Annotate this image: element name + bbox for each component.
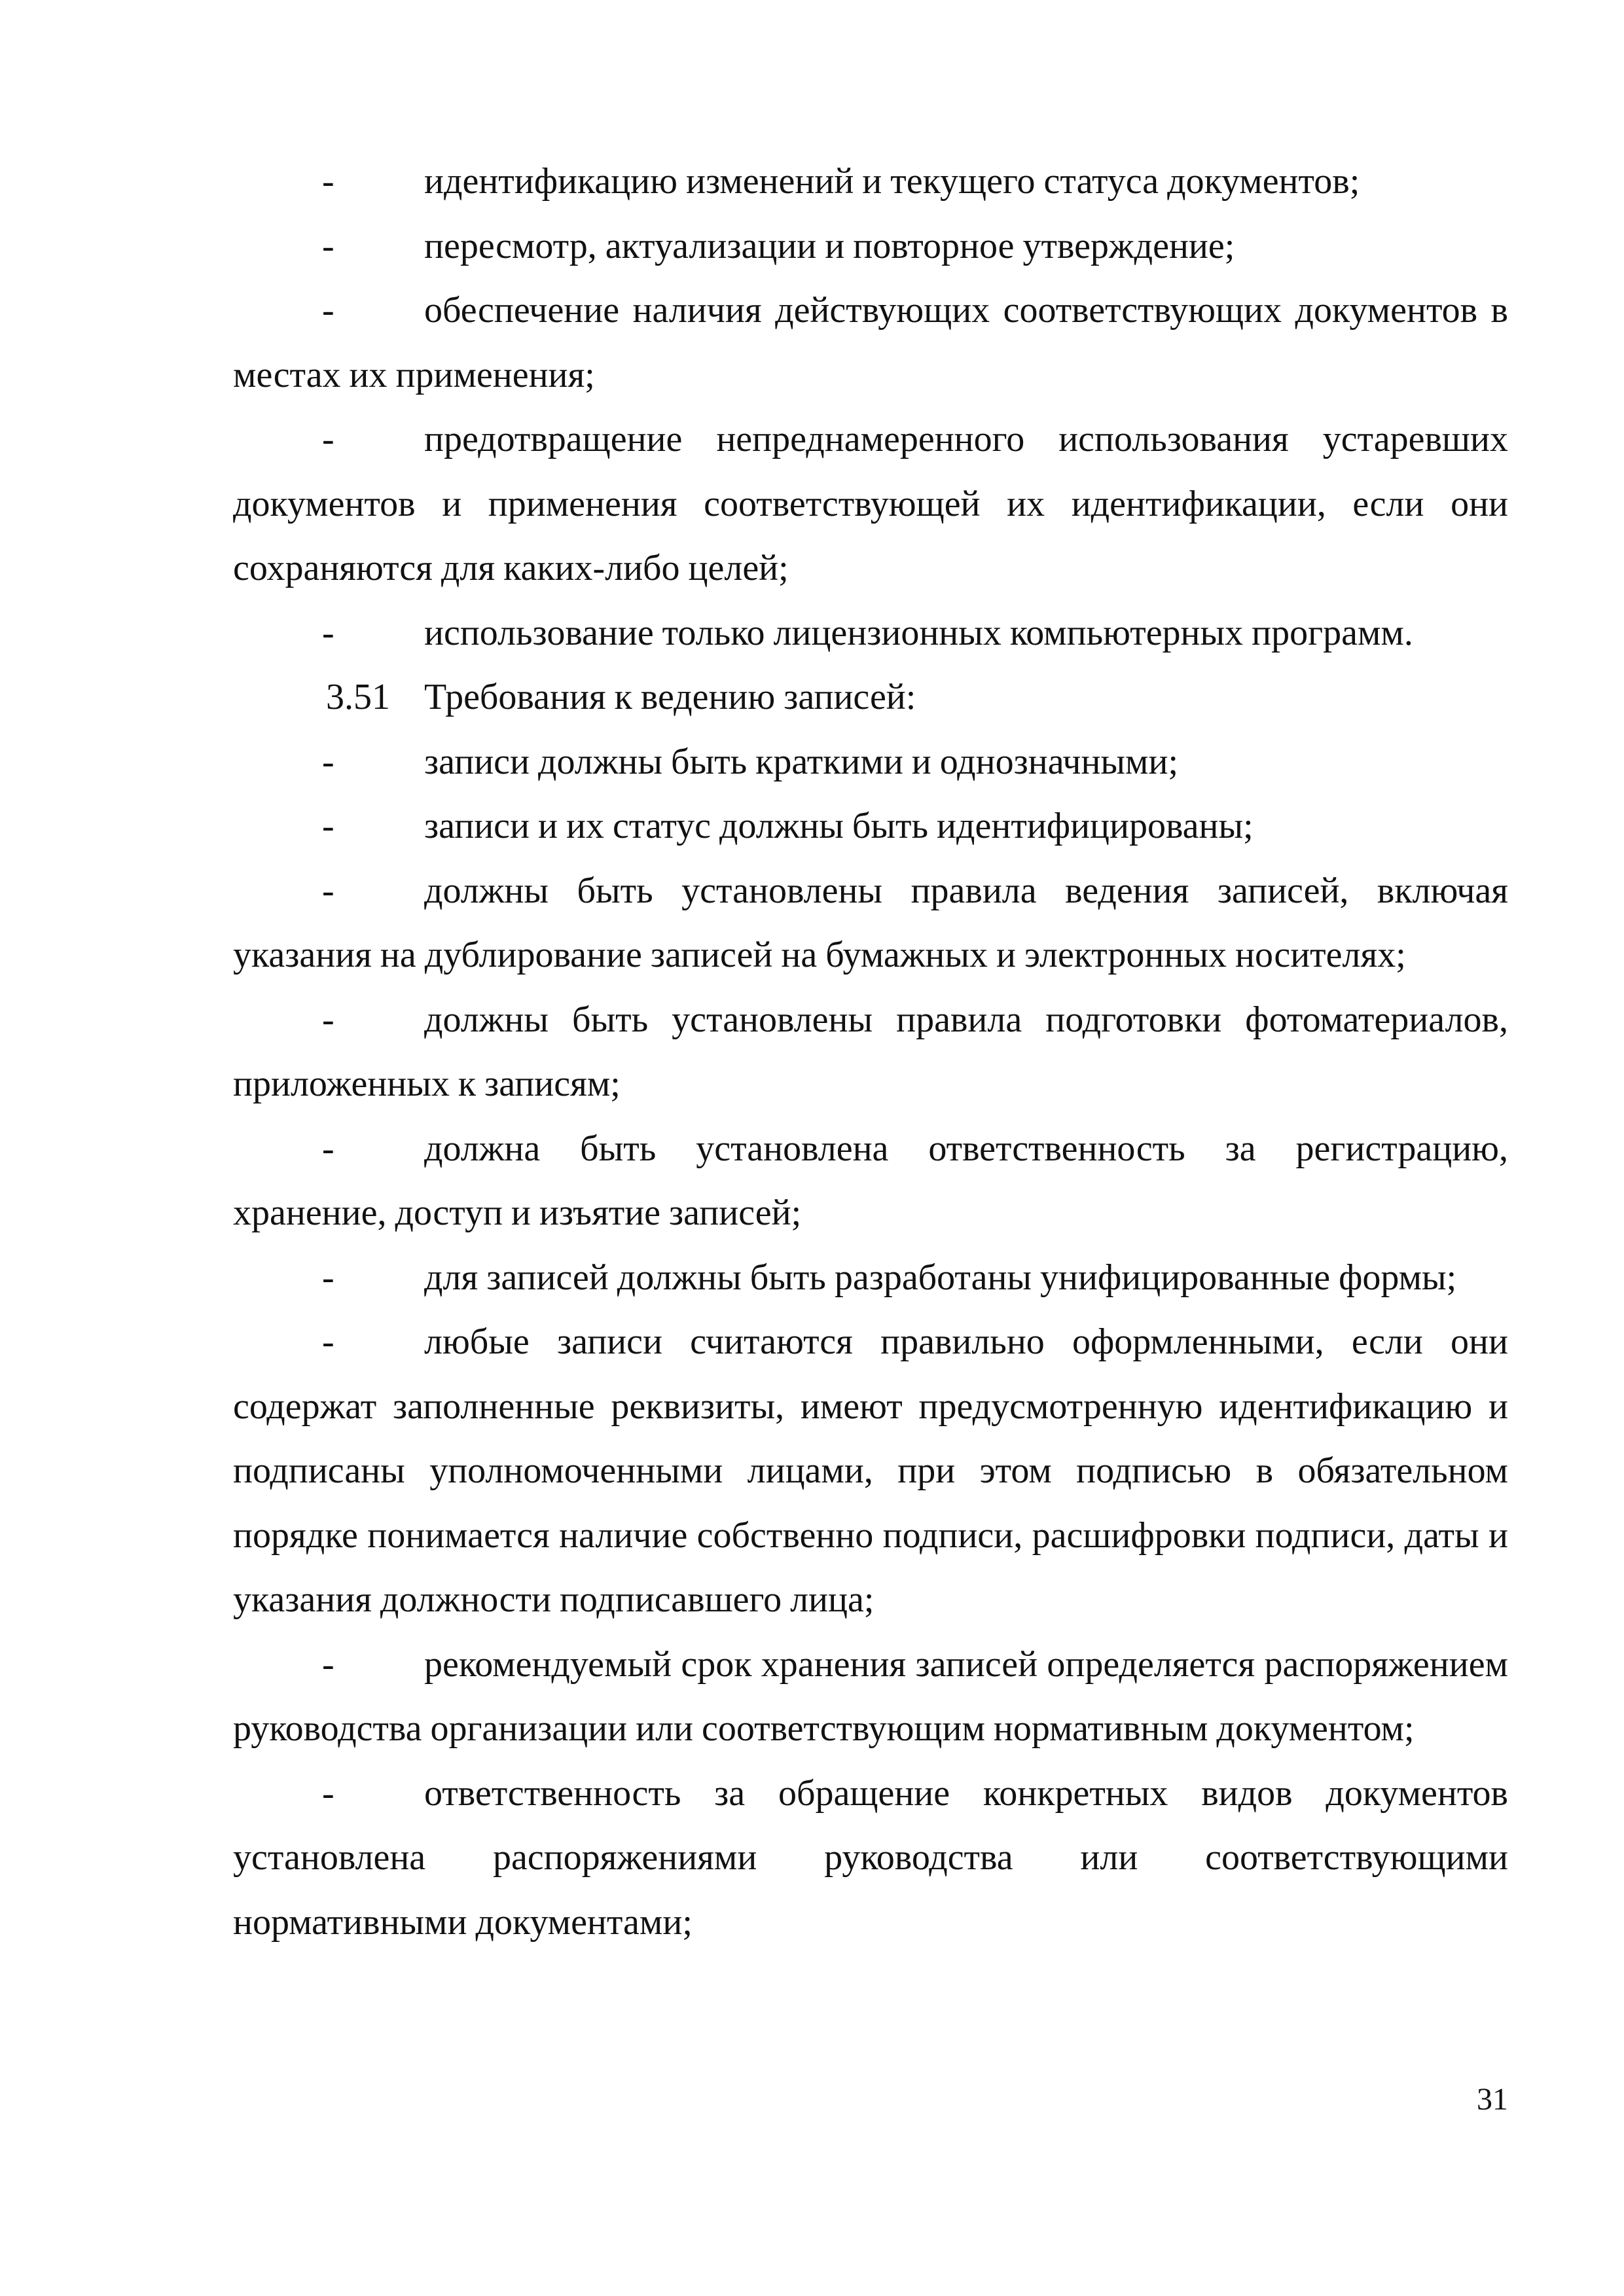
bullet-marker: -: [322, 612, 334, 653]
list-item: [233, 1632, 1508, 1761]
list-item-text: предотвращение непреднамеренного использования устаревших документов и применения соответствующей их идентификации, если они сохраняются для каких-либо целей;: [233, 419, 1508, 588]
section-heading: [233, 665, 1508, 730]
list-item: [233, 1246, 1508, 1310]
bullet-marker: -: [322, 870, 334, 911]
bullet-marker: -: [322, 1128, 334, 1169]
list-item: [233, 859, 1508, 988]
list-item: [233, 407, 1508, 601]
list-item-text: любые записи считаются правильно оформленными, если они содержат заполненные реквизиты, имеют предусмотренную идентификацию и подписаны уполномоченными лицами, при этом подписью в обязательном порядке понимается наличие собственно подписи, расшифровки подписи, даты и указания должности подписавшего лица;: [233, 1321, 1508, 1620]
bullet-marker: -: [322, 161, 334, 202]
bullet-marker: -: [322, 419, 334, 459]
list-item: [233, 214, 1508, 279]
list-item: [233, 601, 1508, 666]
list-item: [233, 1310, 1508, 1632]
list-item: [233, 988, 1508, 1117]
list-item-text: записи должны быть краткими и однозначными;: [424, 741, 1179, 782]
list-item-text: идентификацию изменений и текущего статуса документов;: [424, 161, 1360, 202]
bullet-marker: -: [322, 225, 334, 266]
list-item-text: должны быть установлены правила ведения записей, включая указания на дублирование записей на бумажных и электронных носителях;: [233, 870, 1508, 975]
list-item-text: должны быть установлены правила подготовки фотоматериалов, приложенных к записям;: [233, 999, 1508, 1104]
list-item-text: обеспечение наличия действующих соответствующих документов в местах их применения;: [233, 290, 1508, 395]
list-item: [233, 1117, 1508, 1246]
list-item-text: записи и их статус должны быть идентифицированы;: [424, 806, 1254, 846]
list-item: [233, 1761, 1508, 1955]
list-item: [233, 278, 1508, 407]
bullet-marker: -: [322, 1643, 334, 1685]
list-item-text: для записей должны быть разработаны унифицированные формы;: [424, 1257, 1457, 1298]
bullet-marker: -: [322, 806, 334, 846]
list-item-text: должна быть установлена ответственность за регистрацию, хранение, доступ и изъятие записей;: [233, 1128, 1508, 1233]
bullet-marker: -: [322, 290, 334, 331]
page-number: 31: [1477, 2082, 1508, 2117]
list-item-text: использование только лицензионных компьютерных программ.: [424, 612, 1413, 653]
bullet-marker: -: [322, 741, 334, 782]
list-item: [233, 794, 1508, 859]
bullet-marker: -: [322, 1257, 334, 1298]
document-body: [233, 149, 1508, 1954]
list-item: [233, 149, 1508, 214]
list-item-text: рекомендуемый срок хранения записей определяется распоряжением руководства организации или соответствующим нормативным документом;: [233, 1643, 1508, 1749]
bullet-marker: -: [322, 1321, 334, 1362]
list-item-text: ответственность за обращение конкретных видов документов установлена распоряжениями руководства или соответствующими нормативными документами;: [233, 1772, 1508, 1943]
section-number: 3.51: [326, 677, 390, 717]
list-item: [233, 730, 1508, 795]
bullet-marker: -: [322, 999, 334, 1040]
section-title: Требования к ведению записей:: [424, 677, 916, 717]
list-item-text: пересмотр, актуализации и повторное утверждение;: [424, 225, 1235, 266]
bullet-marker: -: [322, 1772, 334, 1814]
